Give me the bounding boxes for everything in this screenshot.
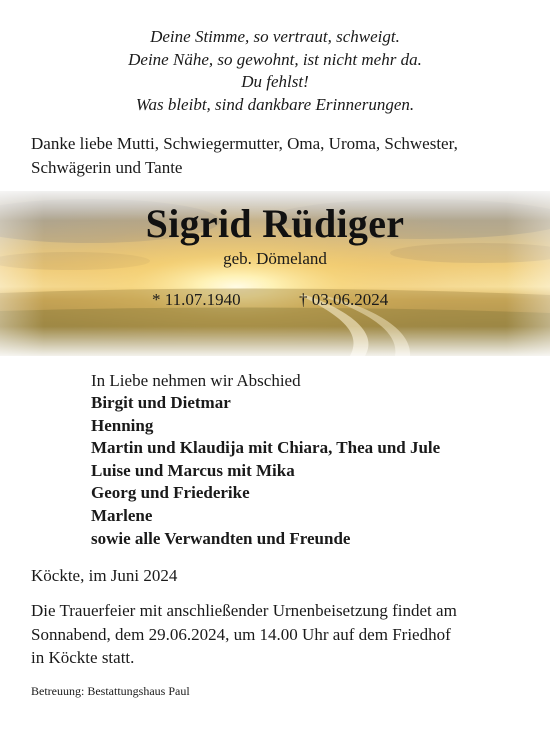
farewell-intro: In Liebe nehmen wir Abschied (91, 371, 301, 390)
ceremony-info (31, 599, 531, 670)
deceased-name: Sigrid Rüdiger (145, 201, 405, 246)
mourner-name: Birgit und Dietmar (91, 393, 231, 412)
mourner-name: sowie alle Verwandten und Freunde (91, 528, 351, 548)
poem-line-1: Deine Stimme, so vertraut, schweigt. (150, 27, 400, 46)
poem-line-3: Du fehlst! (241, 72, 309, 91)
birth-date: * 11.07.1940 (152, 290, 241, 309)
mourner-name: Georg und Friederike (91, 483, 250, 503)
poem-line-2: Deine Nähe, so gewohnt, ist nicht mehr da. (128, 49, 422, 69)
ceremony-line-2: Sonnabend, dem 29.06.2024, um 14.00 Uhr auf dem Friedhof (31, 624, 451, 644)
poem-line-4: Was bleibt, sind dankbare Erinnerungen. (135, 94, 415, 114)
death-date: † 03.06.2024 (299, 290, 389, 309)
ceremony-line-3: in Köckte statt. (31, 648, 135, 667)
funeral-home-credit: Betreuung: Bestattungshaus Paul (31, 684, 190, 698)
born-name: geb. Dömeland (223, 249, 327, 268)
mourner-name: Martin und Klaudija mit Chiara, Thea und Jule (91, 438, 441, 458)
place-and-date: Köckte, im Juni 2024 (31, 566, 178, 585)
mourner-name: Henning (91, 415, 154, 435)
ceremony-line-1: Die Trauerfeier mit anschließender Urnenbeisetzung findet am (31, 601, 457, 620)
poem (0, 26, 550, 116)
mourner-name: Marlene (91, 505, 153, 525)
mourner-name: Luise und Marcus mit Mika (91, 460, 295, 480)
mourners-list (91, 392, 440, 550)
thanks-text: Danke liebe Mutti, Schwiegermutter, Oma, Uroma, Schwester, Schwägerin und Tante (31, 134, 458, 177)
